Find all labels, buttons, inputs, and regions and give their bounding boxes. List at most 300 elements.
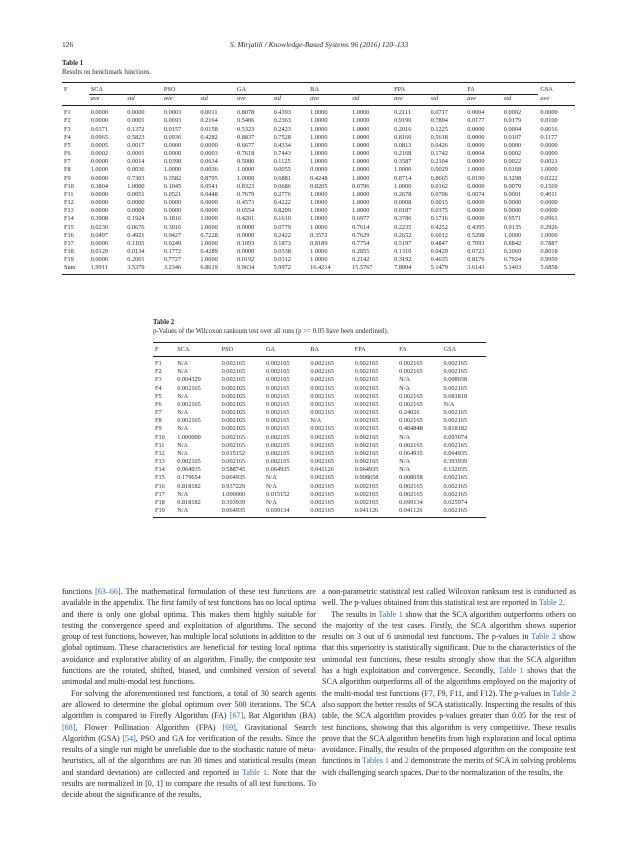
table-row xyxy=(153,401,486,409)
table2-header-row xyxy=(153,343,486,357)
table-cell: 0.0000 xyxy=(467,182,485,190)
table-cell: 1.0000 xyxy=(310,256,328,264)
table-cell: 0.1125 xyxy=(273,158,291,166)
table-cell: 0.064935 xyxy=(221,474,246,482)
table-cell: 0.004329 xyxy=(177,376,201,384)
table-cell: 1.0000 xyxy=(310,125,328,133)
table-cell: 1.0000 xyxy=(310,158,328,166)
table2-header: GSA xyxy=(442,343,486,357)
table1-group-header: FPA xyxy=(392,83,465,95)
table-cell: 0.0000 xyxy=(237,231,255,239)
table-cell: 0.0965 xyxy=(90,133,109,141)
table-row xyxy=(153,491,486,499)
table-cell: N/A xyxy=(265,482,277,490)
table-cell: N/A xyxy=(443,400,455,408)
table-cell: 1.0000 xyxy=(352,158,370,166)
table-cell: N/A xyxy=(265,474,277,482)
table-cell: 0.0000 xyxy=(90,158,109,166)
table-cell: 0.818182 xyxy=(443,425,468,433)
table-cell: 0.1742 xyxy=(430,150,448,158)
table-cell: F7 xyxy=(64,158,71,166)
table-cell: 0.0017 xyxy=(127,141,145,149)
table-cell: 0.064935 xyxy=(443,449,468,457)
table-cell: 0.0192 xyxy=(237,256,255,264)
text-run: and xyxy=(389,756,405,766)
reference-link[interactable]: Table 1 xyxy=(242,767,268,777)
table-cell: 1.0000 xyxy=(352,190,370,198)
table-cell: 0.002165 xyxy=(354,376,379,384)
table-cell: 0.002165 xyxy=(443,490,468,498)
table-cell: 0.937229 xyxy=(221,482,246,490)
table-cell: 0.0009 xyxy=(467,158,485,166)
body-column-left xyxy=(62,586,316,801)
table-cell: 1.0000 xyxy=(200,256,218,264)
table-cell: F3 xyxy=(155,376,162,384)
table-cell: 0.002165 xyxy=(443,441,468,449)
table-cell: 0.0001 xyxy=(127,117,145,125)
table-cell: 0.002165 xyxy=(265,441,290,449)
table-cell: 0.0000 xyxy=(467,215,485,223)
table-row xyxy=(153,409,486,417)
table-cell: 0.8160 xyxy=(394,133,412,141)
table-cell: 0.8205 xyxy=(310,182,328,190)
table-cell: F8 xyxy=(64,166,71,174)
table-cell: 0.4222 xyxy=(273,199,291,207)
table-cell: 0.002165 xyxy=(354,392,379,400)
table-row xyxy=(153,458,486,466)
table-cell: 1.0000 xyxy=(90,166,109,174)
table-cell: 0.8714 xyxy=(394,174,412,182)
table-cell: 0.3804 xyxy=(90,182,109,190)
table-cell: 1.9911 xyxy=(89,264,126,275)
table-cell: 0.8018 xyxy=(540,247,558,255)
table-cell: 0.0029 xyxy=(430,166,448,174)
table-cell: 1.0000 xyxy=(467,166,485,174)
table-cell: 0.0312 xyxy=(273,256,291,264)
table-row xyxy=(62,134,575,142)
table-cell: 0.002165 xyxy=(310,490,334,498)
table-cell: 0.0074 xyxy=(467,190,485,198)
table-cell: 0.0055 xyxy=(273,166,291,174)
table-cell: 0.0000 xyxy=(163,199,182,207)
table-cell: 0.0008 xyxy=(394,199,412,207)
table-cell: F14 xyxy=(64,215,74,223)
table-cell: F5 xyxy=(64,141,71,149)
table-cell: 0.0000 xyxy=(503,141,522,149)
table-cell: 0.002165 xyxy=(177,400,201,408)
table-cell: 0.0004 xyxy=(467,109,485,117)
table1-subheader xyxy=(62,95,89,106)
table-cell: 1.0000 xyxy=(200,215,218,223)
table-row xyxy=(153,442,486,450)
table-cell: 0.002165 xyxy=(265,417,290,425)
table-row xyxy=(62,207,575,215)
table-cell: 0.0000 xyxy=(127,109,145,117)
table-cell: 0.0000 xyxy=(127,207,145,215)
table-cell: N/A xyxy=(310,417,322,425)
table-cell: 1.0000 xyxy=(352,150,370,158)
table-cell: 0.0015 xyxy=(430,199,448,207)
table-cell: N/A xyxy=(177,360,189,368)
table-cell: 0.0158 xyxy=(200,125,218,133)
table-cell: 0.002165 xyxy=(310,433,334,441)
table-cell: 1.0000 xyxy=(310,117,328,125)
text-run: functions xyxy=(62,587,96,596)
table-cell: 1.0000 xyxy=(352,109,370,117)
table-cell: 1.0000 xyxy=(352,207,370,215)
table-cell: 0.002165 xyxy=(265,458,290,466)
table1-body xyxy=(62,106,575,275)
table-cell: 0.002165 xyxy=(399,441,423,449)
reference-link[interactable]: [67] xyxy=(229,711,244,721)
table-cell: 0.5323 xyxy=(237,125,255,133)
table-cell: 0.4201 xyxy=(237,215,255,223)
table-cell: 0.002165 xyxy=(265,400,290,408)
table-cell: 0.0036 xyxy=(127,166,145,174)
table-cell: 0.0000 xyxy=(90,199,109,207)
table2-header: PSO xyxy=(220,343,264,357)
page-number: 126 xyxy=(62,40,74,49)
table-cell: 9.9634 xyxy=(235,264,272,275)
table-cell: 0.002165 xyxy=(354,417,379,425)
table-cell: 1.0000 xyxy=(200,239,218,247)
table-cell: 0.0187 xyxy=(394,207,412,215)
table-cell: 0.1177 xyxy=(540,133,558,141)
table-cell: 0.0000 xyxy=(503,199,522,207)
table-cell: 0.7629 xyxy=(352,231,370,239)
table-cell: 0.4847 xyxy=(430,239,448,247)
table-cell: 0.002165 xyxy=(221,360,246,368)
table-cell: 3.5379 xyxy=(125,264,162,275)
table-cell: 1.0000 xyxy=(394,166,412,174)
table-cell: 0.0162 xyxy=(430,182,448,190)
table-cell: 0.0375 xyxy=(430,207,448,215)
table-cell: 0.0000 xyxy=(90,117,109,125)
table-cell: 0.5406 xyxy=(237,117,255,125)
table-cell: 0.2164 xyxy=(200,117,218,125)
table-cell: 0.0014 xyxy=(127,158,145,166)
table-cell: 0.9135 xyxy=(503,223,522,231)
table-cell: 0.1225 xyxy=(430,125,448,133)
table-cell: 0.002165 xyxy=(399,400,423,408)
text-run: , Bat Algorithm (BA) xyxy=(243,711,316,721)
table-cell: 0.3572 xyxy=(310,231,328,239)
table-cell: 0.015152 xyxy=(265,490,290,498)
table-cell: 1.0000 xyxy=(237,166,255,174)
table-cell: 0.7093 xyxy=(467,239,485,247)
table-cell: 0.008658 xyxy=(354,474,379,482)
table-cell: 0.002165 xyxy=(310,409,334,417)
table-cell: 1.0000 xyxy=(394,182,412,190)
table-cell: 0.8078 xyxy=(237,109,255,117)
table-row xyxy=(153,357,486,369)
table-cell: 0.002165 xyxy=(354,433,379,441)
table-cell: 0.002165 xyxy=(442,507,486,518)
table-cell: 0.9950 xyxy=(540,256,558,264)
table-cell: 0.3587 xyxy=(394,158,412,166)
table-cell: F18 xyxy=(155,498,165,506)
table-cell: Sum xyxy=(62,264,89,275)
table-cell: F6 xyxy=(64,150,71,158)
table-cell: 0.6554 xyxy=(237,207,255,215)
table-cell: 0.0936 xyxy=(163,133,182,141)
table-cell: 0.3582 xyxy=(163,174,182,182)
table-cell: 0.0000 xyxy=(163,207,182,215)
table-row xyxy=(62,183,575,191)
table-cell: 1.0000 xyxy=(503,231,522,239)
table-cell: 0.8209 xyxy=(273,207,291,215)
table-cell: 0.5618 xyxy=(430,133,448,141)
table1-subheader: ave xyxy=(89,95,126,106)
table-cell: 1.0000 xyxy=(310,190,328,198)
table-cell: 0.002165 xyxy=(265,433,290,441)
table1-subheader: std xyxy=(272,95,309,106)
table-cell: 0.3908 xyxy=(90,215,109,223)
results-table xyxy=(62,82,575,275)
paragraph xyxy=(62,586,316,688)
table-cell: 0.093074 xyxy=(443,433,468,441)
table-cell: F5 xyxy=(155,392,162,400)
table-cell: 0.002165 xyxy=(310,498,334,506)
table-cell: N/A xyxy=(399,458,410,466)
table1-subheader: ave xyxy=(162,95,199,106)
table2-header: F xyxy=(153,343,175,357)
table-cell: 0.002165 xyxy=(265,384,290,392)
table-cell: F19 xyxy=(153,507,175,518)
table-cell: 0.2423 xyxy=(273,125,291,133)
table-cell: 0.7924 xyxy=(503,256,522,264)
text-run: . The mathematical formulation of these test functions are available in the appendix. The first family of test functions has no local optima and there is only one global optima. This makes them highly suitable for testing the convergence speed and exploitation of algorithms. The second group of test functions, however, has multiple local solutions in addition to the global optimum. These characteristics are beneficial for testing local optima avoidance and explorative ability of an algorithm. Finally, the composite test functions are the rotated, shifted, biased, and combined version of several unimodal and multi-modal test functions. xyxy=(62,587,316,687)
table-cell: 0.588745 xyxy=(221,466,246,474)
table-row xyxy=(62,224,575,232)
table-cell: 0.0000 xyxy=(200,141,218,149)
text-run: show that the SCA algorithm outperforms others on the majority of the test cases. Firstly, the SCA algorithm shows superior results on 3 out of 6 unimodal test functions. The p-values in xyxy=(322,609,576,642)
table-cell: 0.002165 xyxy=(310,392,334,400)
table-cell: 0.002165 xyxy=(265,409,290,417)
reference-link[interactable]: Table 1 xyxy=(498,666,524,676)
table-cell: 0.002165 xyxy=(265,392,290,400)
table-cell: F10 xyxy=(155,433,165,441)
reference-link[interactable]: [69] xyxy=(222,722,236,732)
table-cell: 0.1816 xyxy=(163,215,182,223)
paragraph xyxy=(322,609,576,778)
table-cell: 0.7679 xyxy=(237,190,255,198)
table-cell: 6.8619 xyxy=(198,264,235,275)
table-cell: 15.5767 xyxy=(350,264,392,275)
table-cell: F17 xyxy=(64,239,74,247)
table-cell: 1.0000 xyxy=(352,141,370,149)
table-cell: 0.2422 xyxy=(273,231,291,239)
table-cell: 0.2363 xyxy=(273,117,291,125)
text-run: , Gravitational Search Algorithm (GSA) xyxy=(62,722,316,743)
table-cell: 0.2652 xyxy=(394,231,412,239)
table-cell: 0.0000 xyxy=(467,141,485,149)
table-row xyxy=(153,376,486,384)
table-cell: 0.1716 xyxy=(430,215,448,223)
text-run: , Flower Pollination Algorithm (FPA) xyxy=(75,722,223,732)
table-cell: 0.002165 xyxy=(354,368,379,376)
table-cell: 0.002165 xyxy=(265,376,290,384)
table-cell: 0.5298 xyxy=(467,231,485,239)
table-cell: 0.1105 xyxy=(127,239,145,247)
table-cell: 1.0000 xyxy=(352,117,370,125)
table-row xyxy=(62,232,575,240)
reference-link[interactable]: Table 2 xyxy=(538,598,563,608)
text-run: also support the better results of SCA statistically. Inspecting the results of this table, the SCA algorithm provides p-values greater than 0.05 for the rest of test functions, showing that this algorithm is very competitive. These results prove that the SCA algorithm benefits from high exploration and local optima avoidance. Finally, the results of the proposed algorithm on the composite test functions in xyxy=(322,699,576,766)
table-cell: 0.0961 xyxy=(540,215,558,223)
table-cell: 0.002165 xyxy=(443,360,468,368)
table-cell: 0.064935 xyxy=(220,507,264,518)
table-cell: 0.0000 xyxy=(237,223,255,231)
table-cell: 0.0005 xyxy=(90,141,109,149)
table2-body xyxy=(153,357,486,518)
table-cell: 0.0448 xyxy=(200,190,218,198)
table-cell: 0.8842 xyxy=(503,239,522,247)
table-row xyxy=(153,483,486,491)
table-row xyxy=(153,450,486,458)
table-cell: 1.0000 xyxy=(352,166,370,174)
table-cell: 0.0004 xyxy=(467,150,485,158)
table-cell: 0.4395 xyxy=(467,223,485,231)
reference-link[interactable]: [63–66] xyxy=(95,587,121,596)
reference-link[interactable]: [68] xyxy=(62,722,76,732)
table-cell: 0.002165 xyxy=(221,417,246,425)
table-row xyxy=(62,150,575,158)
table-row xyxy=(153,417,486,425)
table-cell: 0.5080 xyxy=(237,158,255,166)
table-row xyxy=(153,507,486,518)
text-run: a non-parametric statistical test called Wilcoxon ranksum test is conducted as well. The p-values obtained from this statistical test are reported in xyxy=(322,587,576,608)
table-cell: 0.699134 xyxy=(399,498,423,506)
reference-link[interactable]: Table 1 xyxy=(378,609,403,619)
table1-group-header: GA xyxy=(235,83,308,95)
table-cell: 0.002165 xyxy=(443,384,468,392)
table-row xyxy=(62,215,575,223)
table-cell: 1.0000 xyxy=(310,207,328,215)
table-cell: 0.002165 xyxy=(265,360,290,368)
table-cell: 0.179654 xyxy=(177,474,201,482)
table-cell: 0.002165 xyxy=(310,449,334,457)
table-cell: N/A xyxy=(175,507,219,518)
table-cell: 0.0157 xyxy=(163,125,182,133)
table1-subheader: ave xyxy=(538,95,575,106)
table-cell: F1 xyxy=(155,360,162,368)
table-cell: 0.002165 xyxy=(221,384,246,392)
table-cell: 0.002165 xyxy=(354,490,379,498)
table1-group-header: GSA xyxy=(538,83,575,95)
table1-subheader: std xyxy=(502,95,539,106)
table-cell: 0.2016 xyxy=(394,125,412,133)
table-cell: 0.7228 xyxy=(200,231,218,239)
table-cell: 0.1310 xyxy=(394,247,412,255)
table-cell: F6 xyxy=(155,400,162,408)
table-row xyxy=(153,499,486,507)
table-cell: 0.002165 xyxy=(399,360,423,368)
table-cell: 0.064935 xyxy=(399,449,423,457)
table-cell: 0.7804 xyxy=(430,117,448,125)
table-row xyxy=(62,256,575,264)
table-cell: 0.5197 xyxy=(394,239,412,247)
table1-subheader: std xyxy=(350,95,392,106)
table-cell: 0.064935 xyxy=(265,466,290,474)
table-cell: F15 xyxy=(155,474,165,482)
table-cell: 5.1479 xyxy=(429,264,466,275)
table-cell: 0.0022 xyxy=(503,158,522,166)
table-cell: 0.1093 xyxy=(237,239,255,247)
reference-link[interactable]: [54] xyxy=(122,733,136,743)
table1-label: Table 1 xyxy=(62,60,84,67)
table-cell: 0.2235 xyxy=(394,223,412,231)
table-cell: 0.002165 xyxy=(443,409,468,417)
table-cell: 0.0634 xyxy=(200,158,218,166)
table-cell: 0.0000 xyxy=(540,141,558,149)
table-cell: 1.0000 xyxy=(310,223,328,231)
reference-link[interactable]: Table 2 xyxy=(531,632,557,642)
table-cell: 0.1045 xyxy=(163,182,182,190)
table-cell: 0.0000 xyxy=(90,174,109,182)
text-run: . Note that the results are normalized in [0, 1] to compare the results of all test functions. To decide about the significance of the results, xyxy=(62,767,316,800)
table-cell: 0.132035 xyxy=(443,466,468,474)
table-cell: F9 xyxy=(64,174,71,182)
table-row xyxy=(62,191,575,199)
table-cell: 1.0000 xyxy=(352,174,370,182)
reference-link[interactable]: Table 2 xyxy=(551,688,576,698)
table-cell: 0.0497 xyxy=(90,231,109,239)
text-run: show that this superiority is statistically significant. Due to the characteristics of the unimodal test functions, these results strongly show that the SCA algorithm has a high exploitation and convergence. Secondly, xyxy=(322,632,576,676)
table-cell: 0.0000 xyxy=(310,166,328,174)
table-cell: 1.0000 xyxy=(310,199,328,207)
table2-header: GA xyxy=(264,343,308,357)
text-run: For solving the aforementioned test functions, a total of 30 search agents are allowed to determine the global optimum over 500 iterations. The SCA algorithm is compared to Firefly Algorithm (FA) xyxy=(62,688,316,721)
table-cell: 0.7614 xyxy=(352,223,370,231)
table-row xyxy=(62,166,575,174)
table2-header: FA xyxy=(397,343,441,357)
table-cell: 0.0004 xyxy=(503,125,522,133)
table-cell: 0.4282 xyxy=(200,133,218,141)
table-cell: 0.002165 xyxy=(221,433,246,441)
table1-subheader: ave xyxy=(308,95,350,106)
table-cell: 0.002165 xyxy=(443,474,468,482)
table-cell: 0.3298 xyxy=(503,174,522,182)
table-cell: 0.064935 xyxy=(177,466,201,474)
reference-link[interactable]: 2 xyxy=(404,756,409,766)
reference-link[interactable]: Tables 1 xyxy=(362,756,390,766)
table-cell: F9 xyxy=(155,425,162,433)
table-cell: 0.1372 xyxy=(127,125,145,133)
table-row xyxy=(62,240,575,248)
table-cell: F10 xyxy=(64,182,74,190)
table-cell: 0.0168 xyxy=(503,166,522,174)
table-cell: 0.8189 xyxy=(310,239,328,247)
table-row xyxy=(153,393,486,401)
table-cell: 1.0000 xyxy=(540,231,558,239)
table-cell: 1.0000 xyxy=(310,141,328,149)
text-run: shows that the SCA algorithm outperforms all of the algorithms employed on the majority of the multi-modal test functions (F7, F9, F11, and F12). The p-values in xyxy=(322,666,577,698)
table-cell: 0.8176 xyxy=(467,256,485,264)
table-cell: 0.0021 xyxy=(540,158,558,166)
text-run: , PSO and GA for verification of the results. Since the results of a single run might be unreliable due to the stochastic nature of meta-heuristics, all of the algorithms are run 30 times and statistical results (mean and standard deviation) are collected and reported in xyxy=(62,733,316,777)
table-cell: 0.0003 xyxy=(163,109,182,117)
table-row xyxy=(62,175,575,183)
table-cell: 0.0429 xyxy=(430,247,448,255)
table-cell: 0.002165 xyxy=(399,392,423,400)
table-cell: F4 xyxy=(64,133,71,141)
table-cell: F16 xyxy=(64,231,74,239)
table1-subheader: std xyxy=(198,95,235,106)
table-cell: 0.7618 xyxy=(237,150,255,158)
table-cell: 0.0813 xyxy=(394,141,412,149)
table-cell: 0.7887 xyxy=(540,239,558,247)
